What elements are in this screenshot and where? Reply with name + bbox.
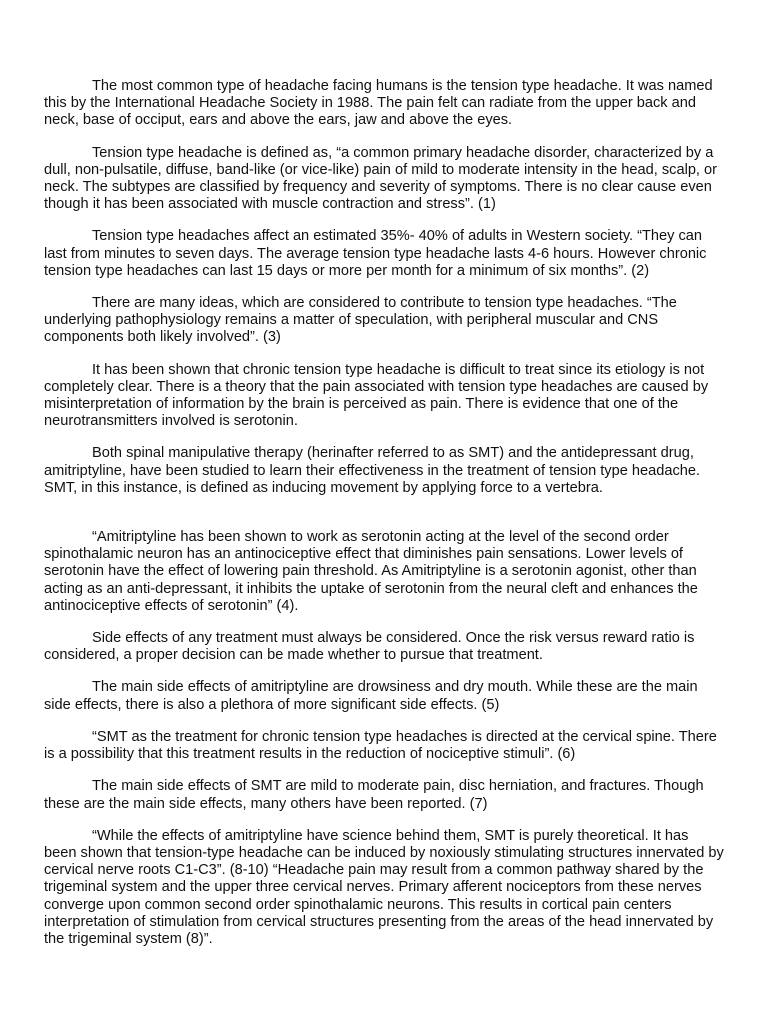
paragraph-7: “Amitriptyline has been shown to work as serotonin acting at the level of the second order spinothalamic neuron has an antinociceptive effect that diminishes pain sensations. Lower levels of serotonin have the effect of lowering pain threshold. As Amitriptyline is a serotonin agonist, other than acting as an anti-depressant, it inhibits the uptake of serotonin from the neural cleft and enhances the antinociceptive effects of serotonin” (4).	[44, 529, 698, 614]
paragraph-3: Tension type headaches affect an estimated 35%- 40% of adults in Western society. “They can last from minutes to seven days. The average tension type headache lasts 4-6 hours. However chronic tension type headaches can last 15 days or more per month for a minimum of six months”. (2)	[44, 228, 707, 279]
paragraph-6: Both spinal manipulative therapy (herinafter referred to as SMT) and the antidepressant drug, amitriptyline, have been studied to learn their effectiveness in the treatment of tension type headache. SMT, in this instance, is defined as inducing movement by applying force to a vertebra.	[44, 445, 701, 496]
paragraph-8: Side effects of any treatment must always be considered. Once the risk versus reward ratio is considered, a proper decision can be made whether to pursue that treatment.	[44, 630, 695, 664]
paragraph-1: The most common type of headache facing humans is the tension type headache. It was named this by the International Headache Society in 1988. The pain felt can radiate from the upper back and neck, base of occiput, ears and above the ears, jaw and above the eyes.	[44, 78, 713, 129]
paragraph-5: It has been shown that chronic tension type headache is difficult to treat since its etiology is not completely clear. There is a theory that the pain associated with tension type headaches are caused by misinterpretation of information by the brain is perceived as pain. There is evidence that one of the neurotransmitters involved is serotonin.	[44, 361, 709, 430]
paragraph-12: “While the effects of amitriptyline have science behind them, SMT is purely theoretical. It has been shown that tension-type headache can be induced by noxiously stimulating structures innervated by cervical nerve roots C1-C3”. (8-10) “Headache pain may result from a common pathway shared by the trigeminal system and the upper three cervical nerves. Primary afferent nociceptors from these nerves converge upon common second order spinothalamic neurons. This results in cortical pain centers interpretation of stimulation from cervical structures presenting from the areas of the head innervated by the trigeminal system (8)”.	[44, 827, 724, 947]
paragraph-4: There are many ideas, which are considered to contribute to tension type headaches. “The underlying pathophysiology remains a matter of speculation, with peripheral muscular and CNS components both likely involved”. (3)	[44, 295, 677, 346]
paragraph-11: The main side effects of SMT are mild to moderate pain, disc herniation, and fractures. Though these are the main side effects, many others have been reported. (7)	[44, 778, 704, 812]
paragraph-2: Tension type headache is defined as, “a common primary headache disorder, characterized by a dull, non-pulsatile, diffuse, band-like (or vice-like) pain of mild to moderate intensity in the head, scalp, or neck. The subtypes are classified by frequency and severity of symptoms. There is no clear cause even though it has been associated with muscle contraction and stress”. (1)	[44, 144, 718, 213]
paragraph-9: The main side effects of amitriptyline are drowsiness and dry mouth. While these are the main side effects, there is also a plethora of more significant side effects. (5)	[44, 679, 698, 713]
paragraph-10: “SMT as the treatment for chronic tension type headaches is directed at the cervical spine. There is a possibility that this treatment results in the reduction of nociceptive stimuli”. (6)	[44, 728, 717, 763]
